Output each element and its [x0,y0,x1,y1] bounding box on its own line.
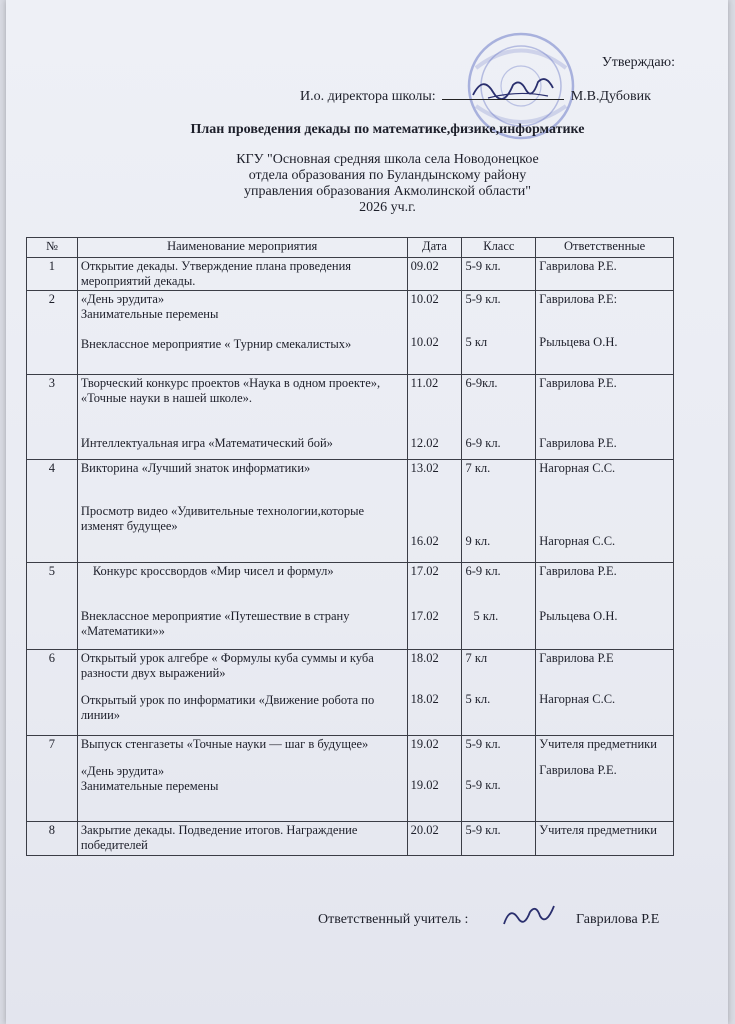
event-date: 09.02 [407,258,462,291]
responsible-value: Гаврилова Р.Е. [539,763,617,777]
class-value: 9 кл. [465,534,491,548]
responsible-value: Рыльцева О.Н. [539,335,618,349]
responsible-teacher-label: Ответственный учитель : [318,912,469,927]
responsible-value: Гаврилова Р.Е [539,651,614,665]
row-number: 3 [27,375,78,460]
director-line [300,87,651,105]
class-value: 6-9 кл. [465,436,501,450]
responsible-teacher-name: Гаврилова Р.Е [576,912,660,927]
event-name-line: Занимательные перемены [80,307,219,321]
table-row [27,563,674,650]
event-class [462,736,536,822]
event-name-line: Внеклассное мероприятие « Турнир смекалистых» [80,337,352,351]
class-value: 5-9 кл. [465,778,501,792]
event-name-line: Конкурс кроссвордов «Мир чисел и формул» [92,564,334,578]
responsible-value: Рыльцева О.Н. [539,609,618,623]
responsible-value: Нагорная С.С. [539,461,616,475]
responsible-value: Нагорная С.С. [539,692,616,706]
event-date [407,460,462,563]
event-responsible [536,650,674,736]
event-class: 5-9 кл. [462,258,536,291]
event-name [77,291,407,375]
document-title: План проведения декады по математике,физике,информатике [190,122,585,137]
footer [318,912,660,928]
table-row [27,736,674,822]
event-name-line: Выпуск стенгазеты «Точные науки — шаг в будущее» [80,737,369,751]
class-value: 5 кл [465,335,488,349]
event-name [77,460,407,563]
class-value: 5 кл. [465,692,491,706]
date-value: 11.02 [410,376,439,390]
class-value: 7 кл. [465,461,491,475]
col-header-num: № [27,238,78,258]
table-row [27,822,674,856]
table-row [27,650,674,736]
date-value: 19.02 [410,737,439,751]
row-number: 7 [27,736,78,822]
responsible-value: Нагорная С.С. [539,534,616,548]
event-name-line: Творческий конкурс проектов «Наука в одном проекте», «Точные науки в нашей школе». [80,376,381,405]
class-value: 5-9 кл. [465,292,501,306]
table-row [27,460,674,563]
event-name [77,563,407,650]
col-header-name: Наименование мероприятия [77,238,407,258]
event-name [77,650,407,736]
event-name [77,736,407,822]
date-value: 18.02 [410,651,439,665]
event-name-line: Внеклассное мероприятие «Путешествие в страну «Математики»» [80,609,350,638]
col-header-date: Дата [407,238,462,258]
event-name-line: Викторина «Лучший знаток информатики» [80,461,311,475]
event-date [407,291,462,375]
event-class [462,460,536,563]
row-number: 6 [27,650,78,736]
row-number: 8 [27,822,78,856]
event-responsible: Учителя предметники [536,822,674,856]
event-date [407,563,462,650]
event-responsible: Гаврилова Р.Е. [536,258,674,291]
org-line-4: 2026 уч.г. [359,200,416,215]
event-date [407,375,462,460]
date-value: 19.02 [410,778,439,792]
responsible-value: Гаврилова Р.Е. [539,436,617,450]
date-value: 17.02 [410,609,439,623]
event-class: 5-9 кл. [462,822,536,856]
event-responsible [536,375,674,460]
event-class [462,650,536,736]
event-name-line: Открытый урок алгебре « Формулы куба суммы и куба разности двух выражений» [80,651,374,680]
table-row [27,258,674,291]
event-class [462,291,536,375]
date-value: 18.02 [410,692,439,706]
event-name-line: Просмотр видео «Удивительные технологии,которые изменят будущее» [80,504,365,533]
table-row [27,375,674,460]
table-row [27,291,674,375]
event-name-line: «День эрудита» [80,292,165,306]
event-class [462,563,536,650]
responsible-value: Гаврилова Р.Е. [539,564,617,578]
event-date [407,736,462,822]
event-responsible [536,563,674,650]
class-value: 6-9 кл. [465,564,501,578]
responsible-value: Гаврилова Р.Е: [539,292,618,306]
event-name-line: Занимательные перемены [80,779,219,793]
org-line-1: КГУ "Основная средняя школа села Новодонецкое [236,152,539,167]
event-class [462,375,536,460]
date-value: 13.02 [410,461,439,475]
director-name: М.В.Дубовик [570,89,651,104]
date-value: 10.02 [410,292,439,306]
responsible-value: Гаврилова Р.Е. [539,376,617,390]
director-position: И.о. директора школы: [300,89,436,104]
responsible-value: Учителя предметники [539,737,657,751]
event-name: Открытие декады. Утверждение плана проведения мероприятий декады. [77,258,407,291]
row-number: 5 [27,563,78,650]
event-responsible [536,460,674,563]
event-name-line: Интеллектуальная игра «Математический бой» [80,436,333,450]
approval-label: Утверждаю: [601,55,675,70]
col-header-responsible: Ответственные [536,238,674,258]
date-value: 12.02 [410,436,439,450]
class-value: 5 кл. [473,609,499,623]
event-name: Закрытие декады. Подведение итогов. Награждение победителей [77,822,407,856]
event-name-line: Открытый урок по информатики «Движение робота по линии» [80,693,375,722]
table-header-row [27,238,674,258]
event-responsible [536,736,674,822]
event-responsible [536,291,674,375]
date-value: 17.02 [410,564,439,578]
event-date: 20.02 [407,822,462,856]
org-line-2: отдела образования по Буландынскому району [248,168,527,183]
events-table [26,237,674,856]
organization-block [0,152,735,216]
row-number: 1 [27,258,78,291]
class-value: 7 кл [465,651,488,665]
event-name [77,375,407,460]
org-line-3: управления образования Акмолинской области" [244,184,531,199]
row-number: 4 [27,460,78,563]
event-name-line: «День эрудита» [80,764,165,778]
row-number: 2 [27,291,78,375]
date-value: 10.02 [410,335,439,349]
col-header-class: Класс [462,238,536,258]
class-value: 5-9 кл. [465,737,501,751]
class-value: 6-9кл. [465,376,498,390]
date-value: 16.02 [410,534,439,548]
signature-line [442,87,564,100]
teacher-signature [500,898,560,934]
event-date [407,650,462,736]
